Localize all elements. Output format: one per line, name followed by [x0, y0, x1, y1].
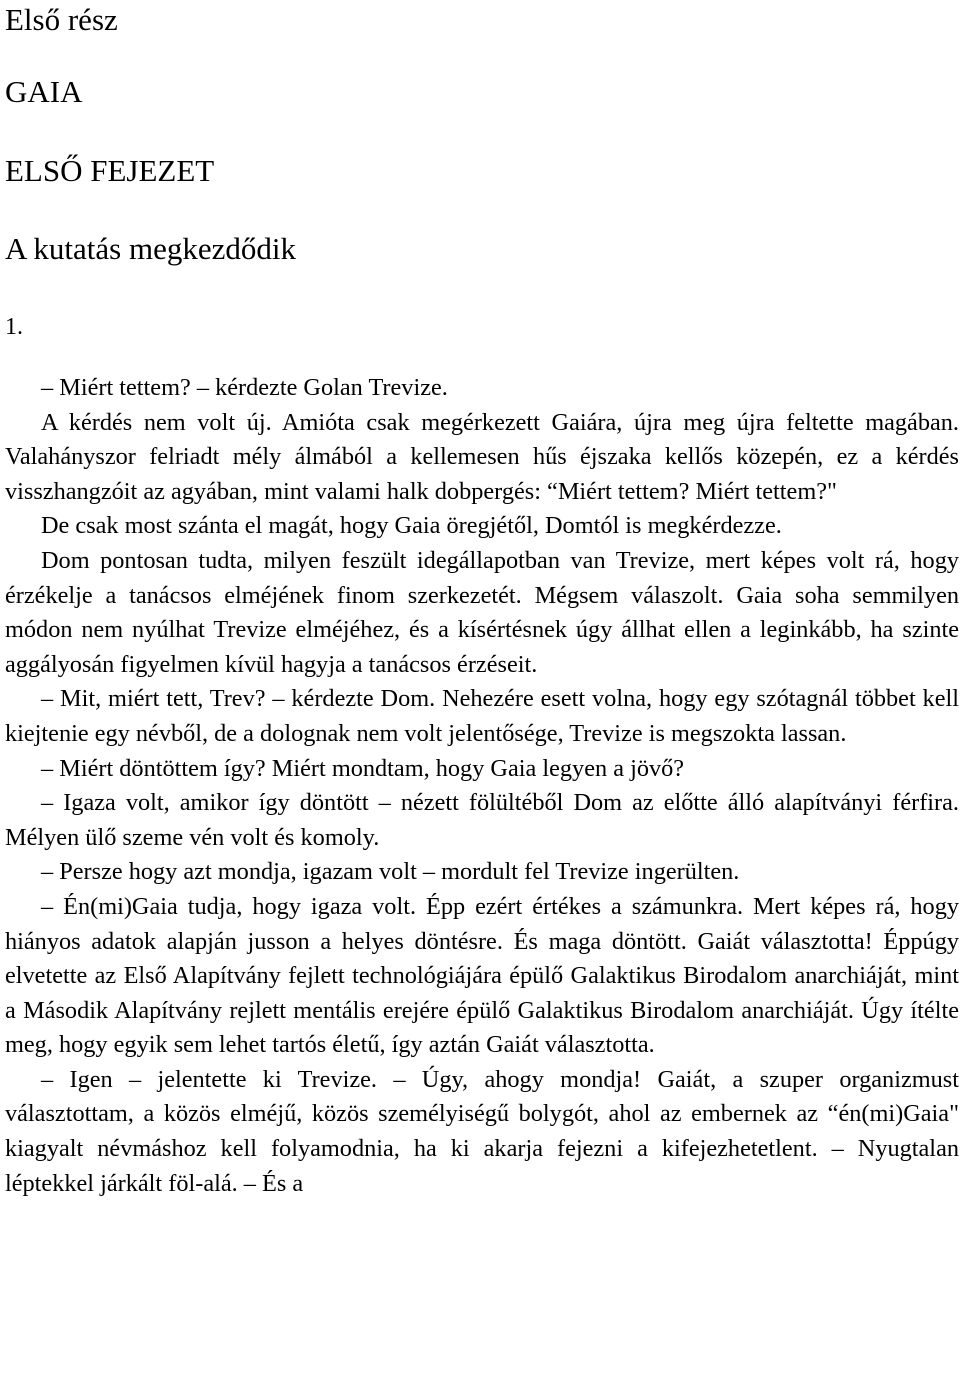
chapter-heading: ELSŐ FEJEZET	[5, 153, 215, 188]
section-number: 1.	[5, 314, 23, 340]
paragraph: – Persze hogy azt mondja, igazam volt – mordult fel Trevize ingerülten.	[41, 858, 740, 886]
paragraph: A kérdés nem volt új. Amióta csak megérkezett Gaiára, újra meg újra feltette magában. Valahányszor felriadt mély álmából a kellemesen hűs éjszaka kellős közepén, ez a kérdés visszhangzóit az agyában, mint valami halk dobpergés: “Miért tettem? Miért tettem?"	[5, 408, 959, 505]
paragraph: – Igen – jelentette ki Trevize. – Úgy, ahogy mondja! Gaiát, a szuper organizmust választottam, a közös elméjű, közös személyiségű bolygót, ahol az embernek az “én(mi)Gaia" kiagyalt névmáshoz kell folyamodnia, ha ki akarja fejezni a kifejezhetetlent. – Nyugtalan léptekkel járkált föl-alá. – És a	[5, 1065, 959, 1197]
paragraph: – Igaza volt, amikor így döntött – nézett fölültéből Dom az előtte álló alapítványi férfira. Mélyen ülő szeme vén volt és komoly.	[5, 789, 959, 851]
chapter-title: A kutatás megkezdődik	[5, 231, 296, 266]
paragraph: – Én(mi)Gaia tudja, hogy igaza volt. Épp ezért értékes a számunkra. Mert képes rá, hogy hiányos adatok alapján jusson a helyes döntésre. És maga döntött. Gaiát választotta! Éppúgy elvetette az Első Alapítvány fejlett technológiájára épülő Galaktikus Birodalom anarchiáját, mint a Második Alapítvány rejlett mentális erejére épülő Galaktikus Birodalom anarchiáját. Úgy ítélte meg, hogy egyik sem lehet tartós életű, így aztán Gaiát választotta.	[5, 892, 959, 1059]
paragraph: – Miért döntöttem így? Miért mondtam, hogy Gaia legyen a jövő?	[41, 754, 685, 782]
part-heading: Első rész	[5, 2, 118, 37]
paragraph: – Mit, miért tett, Trev? – kérdezte Dom. Nehezére esett volna, hogy egy szótagnál többet kell kiejtenie egy névből, de a dolognak nem volt jelentősége, Trevize is megszokta lassan.	[5, 685, 959, 747]
paragraph: Dom pontosan tudta, milyen feszült idegállapotban van Trevize, mert képes volt rá, hogy érzékelje a tanácsos elméjének finom szerkezetét. Mégsem válaszolt. Gaia soha semmilyen módon nem nyúlhat Trevize elméjéhez, és a kísértésnek úgy állhat ellen a leginkább, ha szinte aggályosán figyelmen kívül hagyja a tanácsos érzéseit.	[5, 546, 959, 678]
book-title: GAIA	[5, 74, 83, 109]
body-text	[5, 371, 959, 1201]
paragraph: – Miért tettem? – kérdezte Golan Trevize.	[41, 374, 448, 401]
paragraph: De csak most szánta el magát, hogy Gaia öregjétől, Domtól is megkérdezze.	[41, 512, 782, 540]
